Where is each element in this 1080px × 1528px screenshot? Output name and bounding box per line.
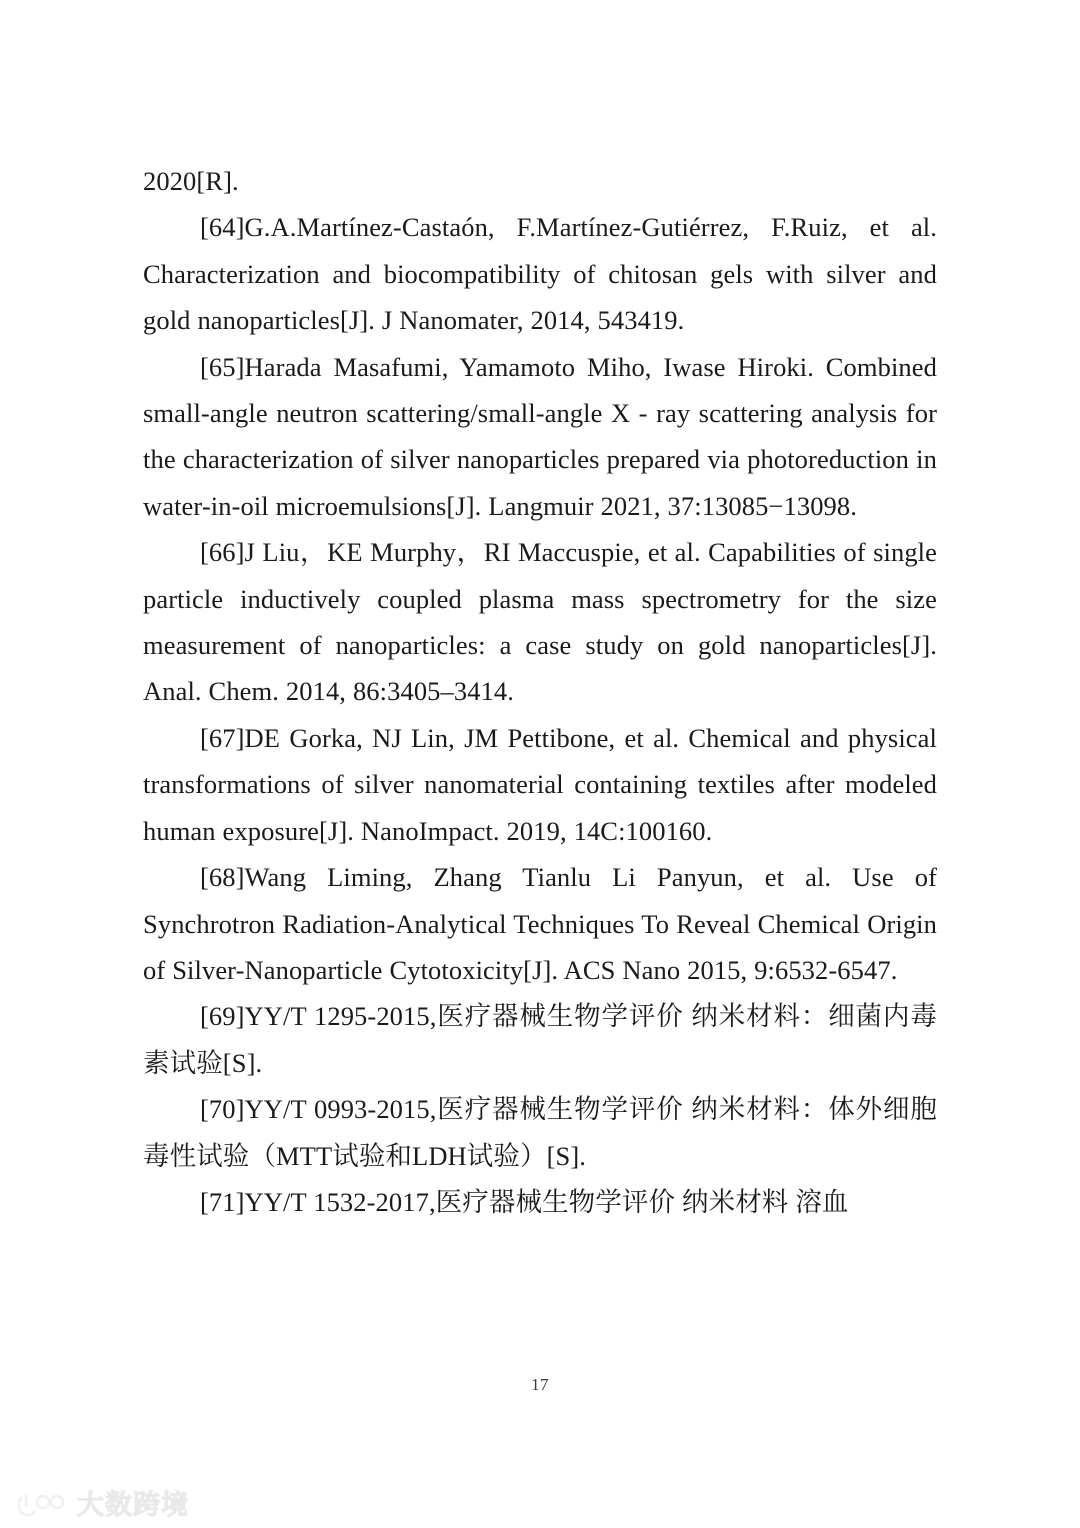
paragraph-ref-70: [70]YY/T 0993-2015,医疗器械生物学评价 纳米材料：体外细胞毒性试验（MTT试验和LDH试验）[S]. bbox=[143, 1094, 937, 1171]
paragraph-ref-64: [64]G.A.Martínez-Castaón, F.Martínez-Gutiérrez, F.Ruiz, et al. Characterization and biocompatibility of chitosan gels with silver and gold nanoparticles[J]. J Nanomater, 2014, 543419. bbox=[143, 212, 937, 336]
reference-list bbox=[143, 158, 937, 1225]
paragraph-ref-65: [65]Harada Masafumi, Yamamoto Miho, Iwase Hiroki. Combined small-angle neutron scattering/small-angle X ‑ ray scattering analysis for the characterization of silver nanoparticles prepared via photoreduction in water-in-oil microemulsions[J]. Langmuir 2021, 37:13085−13098. bbox=[143, 351, 937, 521]
page-number: 17 bbox=[531, 1375, 549, 1394]
dashukuajing-logo-icon bbox=[16, 1490, 68, 1520]
paragraph-ref-66: [66]J Liu，KE Murphy，RI Maccuspie, et al. Capabilities of single particle inductively coupled plasma mass spectrometry for the size measurement of nanoparticles: a case study on gold nanoparticles[J]. Anal. Chem. 2014, 86:3405–3414. bbox=[143, 537, 937, 707]
paragraph-ref-63-tail: 2020[R]. bbox=[143, 166, 239, 196]
watermark-label: 大数跨境 bbox=[77, 1489, 189, 1521]
watermark bbox=[16, 1490, 189, 1520]
paragraph-ref-68: [68]Wang Liming, Zhang Tianlu Li Panyun, et al. Use of Synchrotron Radiation-Analytical Techniques To Reveal Chemical Origin of Silver-Nanoparticle Cytotoxicity[J]. ACS Nano 2015, 9:6532-6547. bbox=[143, 862, 937, 985]
paragraph-ref-69: [69]YY/T 1295-2015,医疗器械生物学评价 纳米材料：细菌内毒素试验[S]. bbox=[143, 1001, 937, 1078]
paragraph-ref-67: [67]DE Gorka, NJ Lin, JM Pettibone, et al. Chemical and physical transformations of silver nanomaterial containing textiles after modeled human exposure[J]. NanoImpact. 2019, 14C:100160. bbox=[143, 722, 937, 846]
paragraph-ref-71: [71]YY/T 1532-2017,医疗器械生物学评价 纳米材料 溶血 bbox=[200, 1186, 849, 1217]
